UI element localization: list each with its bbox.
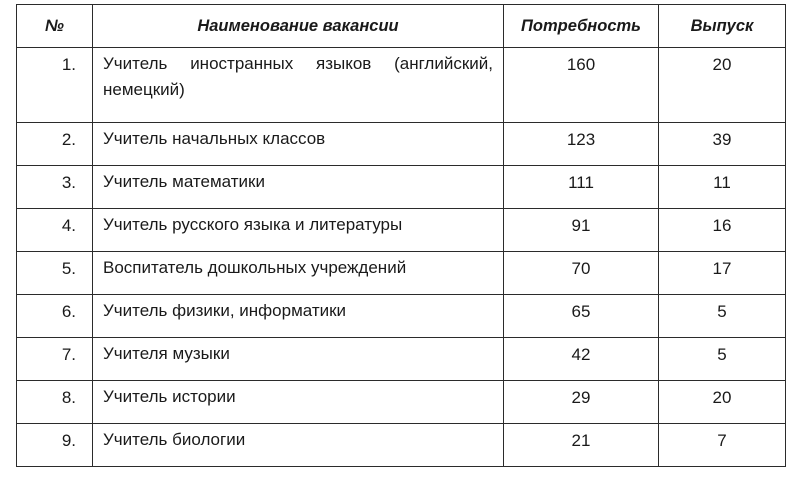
table-row <box>17 381 786 424</box>
vacancy-table <box>16 4 786 467</box>
table-row <box>17 209 786 252</box>
need-value: 29 <box>504 381 659 424</box>
vacancy-name: Воспитатель дошкольных учреждений <box>93 252 504 295</box>
output-value: 5 <box>659 295 786 338</box>
output-value: 17 <box>659 252 786 295</box>
output-value: 16 <box>659 209 786 252</box>
vacancy-name: Учителя музыки <box>93 338 504 381</box>
output-value: 11 <box>659 166 786 209</box>
need-value: 123 <box>504 123 659 166</box>
row-number: 5. <box>17 252 93 295</box>
vacancy-name: Учитель математики <box>93 166 504 209</box>
column-header-output: Выпуск <box>659 5 786 48</box>
table-row <box>17 424 786 467</box>
table-row <box>17 338 786 381</box>
vacancy-name: Учитель биологии <box>93 424 504 467</box>
row-number: 8. <box>17 381 93 424</box>
need-value: 70 <box>504 252 659 295</box>
output-value: 5 <box>659 338 786 381</box>
vacancy-table-container <box>16 4 785 467</box>
row-number: 2. <box>17 123 93 166</box>
output-value: 20 <box>659 381 786 424</box>
header-row <box>17 5 786 48</box>
row-number: 9. <box>17 424 93 467</box>
row-number: 1. <box>17 48 93 123</box>
row-number: 3. <box>17 166 93 209</box>
column-header-vacancy-name: Наименование вакансии <box>93 5 504 48</box>
need-value: 91 <box>504 209 659 252</box>
output-value: 39 <box>659 123 786 166</box>
row-number: 4. <box>17 209 93 252</box>
table-row <box>17 166 786 209</box>
need-value: 111 <box>504 166 659 209</box>
vacancy-name: Учитель русского языка и литературы <box>93 209 504 252</box>
need-value: 65 <box>504 295 659 338</box>
need-value: 42 <box>504 338 659 381</box>
output-value: 7 <box>659 424 786 467</box>
need-value: 21 <box>504 424 659 467</box>
column-header-need: Потребность <box>504 5 659 48</box>
table-header <box>17 5 786 48</box>
vacancy-name: Учитель физики, информатики <box>93 295 504 338</box>
row-number: 7. <box>17 338 93 381</box>
row-number: 6. <box>17 295 93 338</box>
table-row <box>17 295 786 338</box>
vacancy-name: Учитель истории <box>93 381 504 424</box>
vacancy-name: Учитель начальных классов <box>93 123 504 166</box>
output-value: 20 <box>659 48 786 123</box>
column-header-number: № <box>17 5 93 48</box>
table-row <box>17 252 786 295</box>
vacancy-name: Учитель иностранных языков (английский, немецкий) <box>93 48 504 123</box>
table-body <box>17 48 786 467</box>
table-row <box>17 48 786 123</box>
table-row <box>17 123 786 166</box>
need-value: 160 <box>504 48 659 123</box>
